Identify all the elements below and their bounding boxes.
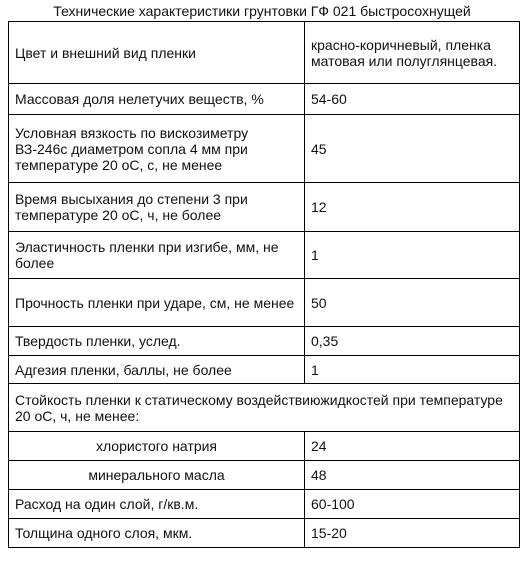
row-value: 24 [305, 432, 520, 461]
row-value: 54-60 [305, 84, 520, 115]
table-row [9, 384, 520, 432]
table-row [9, 327, 520, 356]
row-value: 60-100 [305, 490, 520, 519]
row-label: Эластичность пленки при изгибе, мм, не более [9, 232, 305, 279]
row-value: 1 [305, 356, 520, 384]
row-label: хлористого натрия [9, 432, 305, 461]
table-row [9, 461, 520, 490]
row-label: Прочность пленки при ударе, см, не менее [9, 279, 305, 327]
row-label: Условная вязкость по вискозиметру ВЗ-246с диаметром сопла 4 мм при температуре 20 оС, с, не менее [9, 115, 305, 183]
row-value: 50 [305, 279, 520, 327]
row-value: 15-20 [305, 519, 520, 548]
row-label: Твердость пленки, услед. [9, 327, 305, 356]
row-label: Время высыхания до степени 3 при температуре 20 оС, ч, не более [9, 183, 305, 232]
row-label: минерального масла [9, 461, 305, 490]
row-label: Цвет и внешний вид пленки [9, 22, 305, 84]
table-caption: Технические характеристики грунтовки ГФ 021 быстросохнущей [53, 3, 471, 19]
row-value: 12 [305, 183, 520, 232]
table-row [9, 232, 520, 279]
row-value: 45 [305, 115, 520, 183]
row-label: Расход на один слой, г/кв.м. [9, 490, 305, 519]
table-row [9, 490, 520, 519]
specifications-table [8, 21, 520, 548]
row-value: 0,35 [305, 327, 520, 356]
table-row [9, 84, 520, 115]
table-row [9, 183, 520, 232]
row-value: 48 [305, 461, 520, 490]
row-label: Массовая доля нелетучих веществ, % [9, 84, 305, 115]
row-label: Толщина одного слоя, мкм. [9, 519, 305, 548]
table-row [9, 432, 520, 461]
table-row [9, 356, 520, 384]
table-row [9, 115, 520, 183]
table-row [9, 279, 520, 327]
row-label-full: Стойкость пленки к статическому воздействиюжидкостей при температуре 20 оС, ч, не менее: [9, 384, 520, 432]
row-label: Адгезия пленки, баллы, не более [9, 356, 305, 384]
table-row [9, 22, 520, 84]
row-value: 1 [305, 232, 520, 279]
table-row [9, 519, 520, 548]
row-value: красно-коричневый, пленка матовая или полуглянцевая. [305, 22, 520, 84]
